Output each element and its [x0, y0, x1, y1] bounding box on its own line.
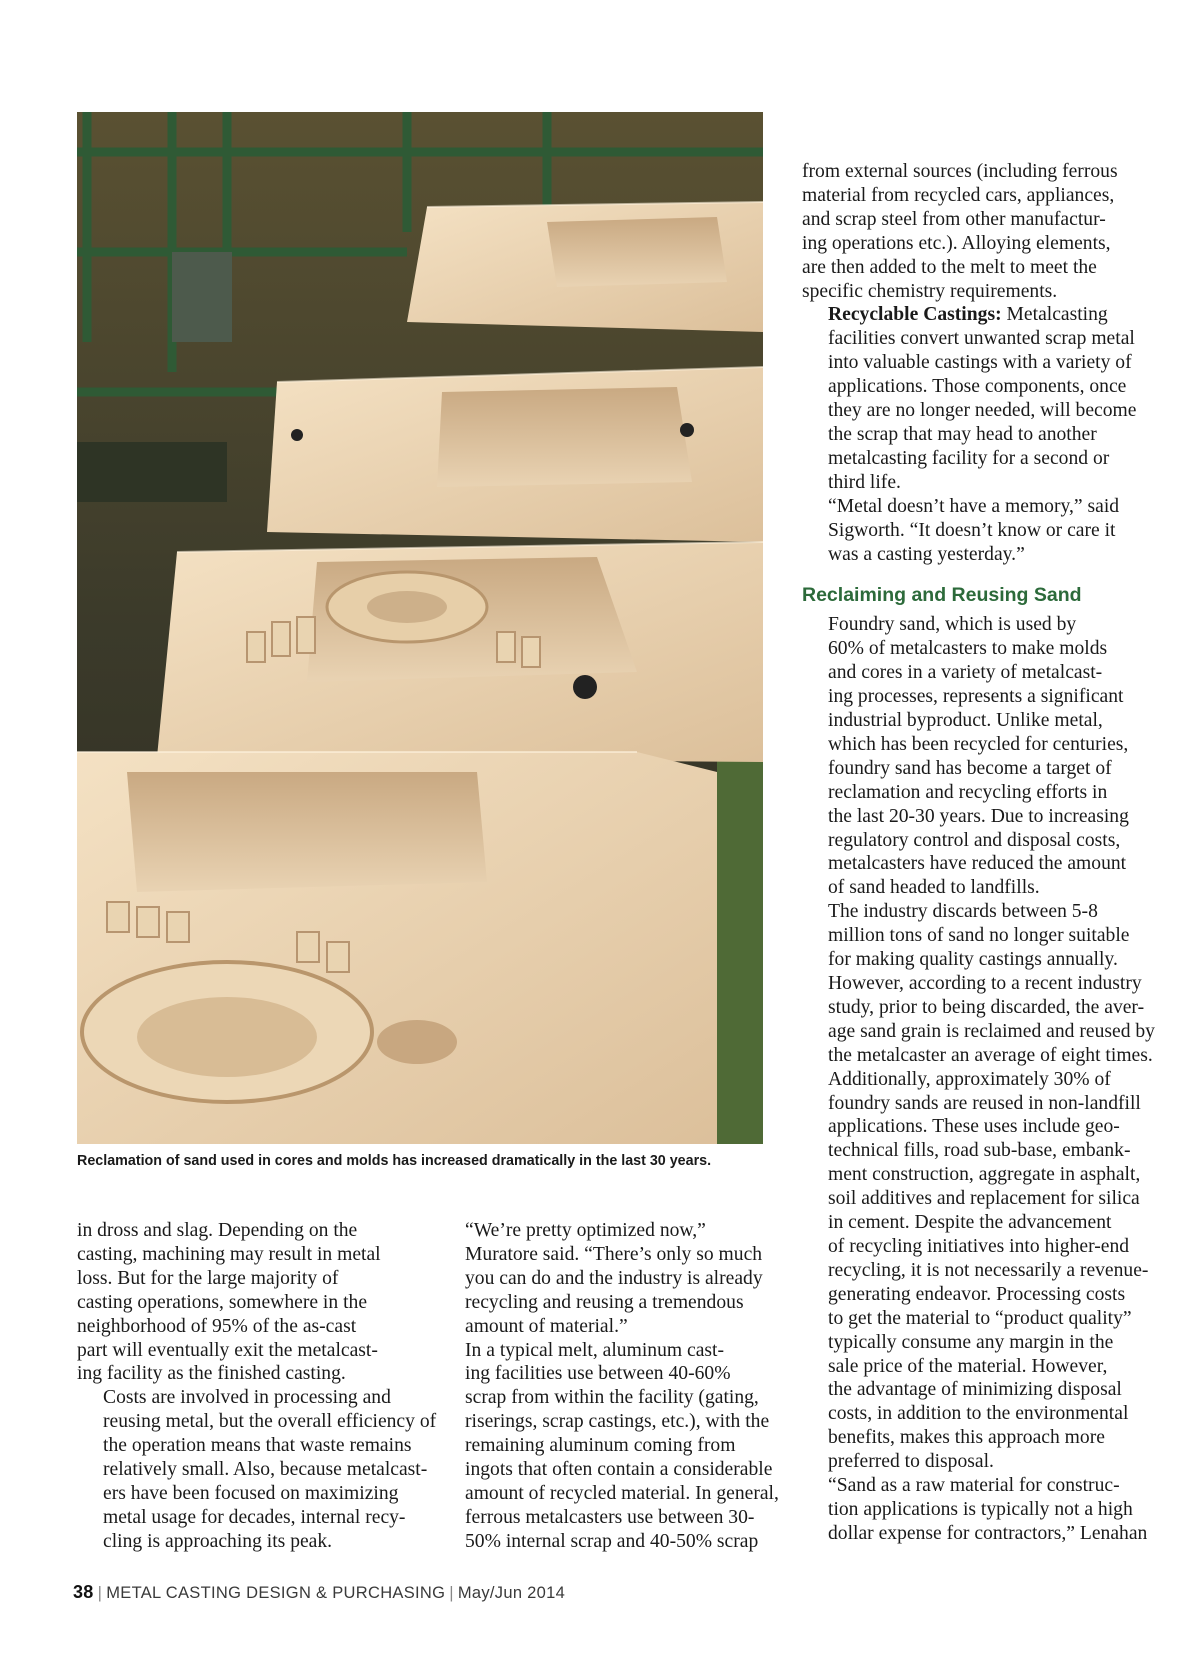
text-line: preferred to disposal. [828, 1451, 994, 1473]
section-heading: Reclaiming and Reusing Sand [802, 584, 1082, 607]
text-line: tion applications is typically not a high [828, 1498, 1133, 1520]
text-line: neighborhood of 95% of the as-cast [77, 1315, 357, 1337]
text-line: foundry sand has become a target of [828, 757, 1112, 779]
text-line: in dross and slag. Depending on the [77, 1220, 358, 1241]
text-line: generating endeavor. Processing costs [828, 1283, 1126, 1305]
text-line: study, prior to being discarded, the aver- [828, 996, 1145, 1018]
text-line: metal usage for decades, internal recy- [103, 1506, 406, 1528]
text-line: loss. But for the large majority of [77, 1267, 339, 1289]
text-line: the metalcaster an average of eight times. [828, 1044, 1153, 1066]
text-line: from external sources (including ferrous [802, 161, 1118, 182]
text-line: casting, machining may result in metal [77, 1243, 381, 1265]
text-line: scrap from within the facility (gating, [465, 1387, 759, 1409]
text-line: reclamation and recycling efforts in [828, 781, 1108, 803]
text-line: which has been recycled for centuries, [828, 733, 1129, 755]
text-line: million tons of sand no longer suitable [828, 925, 1130, 947]
text-line: the advantage of minimizing disposal [828, 1379, 1122, 1401]
text-line: metalcasting facility for a second or [828, 447, 1110, 469]
text-line: remaining aluminum coming from [465, 1435, 736, 1457]
text-line: dollar expense for contractors,” Lenahan [828, 1522, 1148, 1544]
text-line: the last 20-30 years. Due to increasing [828, 805, 1129, 827]
text-line: ing operations etc.). Alloying elements, [802, 232, 1111, 254]
photo-caption: Reclamation of sand used in cores and molds has increased dramatically in the last 30 years. [77, 1153, 712, 1169]
middle-column [439, 1219, 779, 1554]
text-line: and cores in a variety of metalcast- [828, 662, 1103, 684]
text-line: Sigworth. “It doesn’t know or care it [828, 519, 1116, 541]
text-line: casting operations, somewhere in the [77, 1291, 368, 1313]
text-line: industrial byproduct. Unlike metal, [828, 710, 1103, 732]
text-line: in cement. Despite the advancement [828, 1212, 1112, 1234]
text-line: specific chemistry requirements. [802, 280, 1058, 302]
text-line: regulatory control and disposal costs, [828, 829, 1121, 851]
publication-name: METAL CASTING DESIGN & PURCHASING [106, 1584, 446, 1602]
paragraph [802, 1474, 1148, 1546]
text-line: However, according to a recent industry [828, 973, 1142, 994]
text-line: “Sand as a raw material for construc- [828, 1475, 1120, 1497]
text-line: amount of recycled material. In general, [465, 1482, 779, 1504]
text-line: riserings, scrap castings, etc.), with the [465, 1411, 770, 1433]
text-line: you can do and the industry is already [465, 1267, 763, 1289]
text-line: ment construction, aggregate in asphalt, [828, 1164, 1141, 1186]
footer-separator: | [97, 1584, 103, 1602]
text-line: into valuable castings with a variety of [828, 352, 1132, 374]
runin-heading: Recyclable Castings: [828, 304, 1002, 326]
text-line: the operation means that waste remains [103, 1435, 412, 1457]
text-line: 50% internal scrap and 40-50% scrap [465, 1530, 759, 1552]
right-column [802, 160, 1155, 1546]
text-line: ingots that often contain a considerable [465, 1459, 773, 1481]
text-line: benefits, makes this approach more [828, 1427, 1105, 1449]
paragraph [802, 1068, 1149, 1474]
text-line: for making quality castings annually. [828, 949, 1118, 971]
text-line: costs, in addition to the environmental [828, 1403, 1129, 1425]
text-line: they are no longer needed, will become [828, 400, 1137, 422]
paragraph [802, 900, 1155, 1067]
text-line: are then added to the melt to meet the [802, 256, 1097, 278]
text-line: sale price of the material. However, [828, 1355, 1108, 1377]
text-line: ers have been focused on maximizing [103, 1482, 399, 1504]
paragraph [439, 1219, 779, 1339]
text-line: The industry discards between 5-8 [828, 901, 1098, 923]
text-line: metalcasters have reduced the amount [828, 853, 1127, 875]
page-number: 38 [73, 1582, 94, 1602]
text-line: of sand headed to landfills. [828, 877, 1040, 899]
paragraph [802, 160, 1142, 303]
text-line: “We’re pretty optimized now,” [465, 1220, 706, 1241]
text-line: “Metal doesn’t have a memory,” said [828, 495, 1120, 517]
text-line: 60% of metalcasters to make molds [828, 638, 1108, 660]
text-line: cling is approaching its peak. [103, 1530, 333, 1552]
text-line: ing facility as the finished casting. [77, 1363, 346, 1385]
text-line: and scrap steel from other manufactur- [802, 208, 1106, 230]
text-line: ing processes, represents a significant [828, 686, 1124, 708]
text-line: typically consume any margin in the [828, 1331, 1114, 1353]
text-line: Additionally, approximately 30% of [828, 1068, 1111, 1090]
text-line: ferrous metalcasters use between 30- [465, 1506, 755, 1528]
photo-sand-molds [77, 112, 763, 1144]
text-line: soil additives and replacement for silica [828, 1188, 1140, 1210]
text-line: reusing metal, but the overall efficiency of [103, 1411, 437, 1433]
issue-date: May/Jun 2014 [457, 1584, 566, 1602]
text-line: In a typical melt, aluminum cast- [465, 1339, 724, 1361]
text-line: Metalcasting [1001, 304, 1108, 326]
text-line: recycling, it is not necessarily a revenue- [828, 1259, 1149, 1281]
text-line: third life. [828, 471, 901, 493]
left-column [77, 1219, 437, 1554]
text-line: age sand grain is reclaimed and reused by [828, 1020, 1155, 1042]
page-footer [73, 1582, 565, 1603]
text-line: facilities convert unwanted scrap metal [828, 328, 1135, 350]
paragraph [439, 1339, 779, 1554]
paragraph [77, 1386, 437, 1553]
text-line: applications. These uses include geo- [828, 1116, 1120, 1138]
text-line: material from recycled cars, appliances, [802, 184, 1115, 206]
text-line: Costs are involved in processing and [103, 1387, 391, 1409]
text-line: Foundry sand, which is used by [828, 614, 1077, 636]
text-line: part will eventually exit the metalcast- [77, 1339, 378, 1361]
text-line: applications. Those components, once [828, 376, 1127, 398]
text-line: of recycling initiatives into higher-end [828, 1235, 1130, 1257]
paragraph [77, 1219, 417, 1386]
text-line: the scrap that may head to another [828, 423, 1097, 445]
footer-separator: | [449, 1584, 454, 1602]
text-line: was a casting yesterday.” [828, 543, 1025, 565]
paragraph-recyclable-castings [802, 303, 1142, 494]
text-line: relatively small. Also, because metalcast- [103, 1459, 428, 1481]
paragraph-quote [802, 495, 1142, 567]
paragraph [802, 613, 1142, 900]
text-line: technical fills, road sub-base, embank- [828, 1140, 1131, 1162]
text-line: foundry sands are reused in non-landfill [828, 1092, 1141, 1114]
text-line: amount of material.” [465, 1315, 628, 1337]
text-line: ing facilities use between 40-60% [465, 1363, 731, 1385]
text-line: to get the material to “product quality” [828, 1307, 1132, 1329]
text-line: Muratore said. “There’s only so much [465, 1243, 763, 1265]
text-line: recycling and reusing a tremendous [465, 1291, 744, 1313]
